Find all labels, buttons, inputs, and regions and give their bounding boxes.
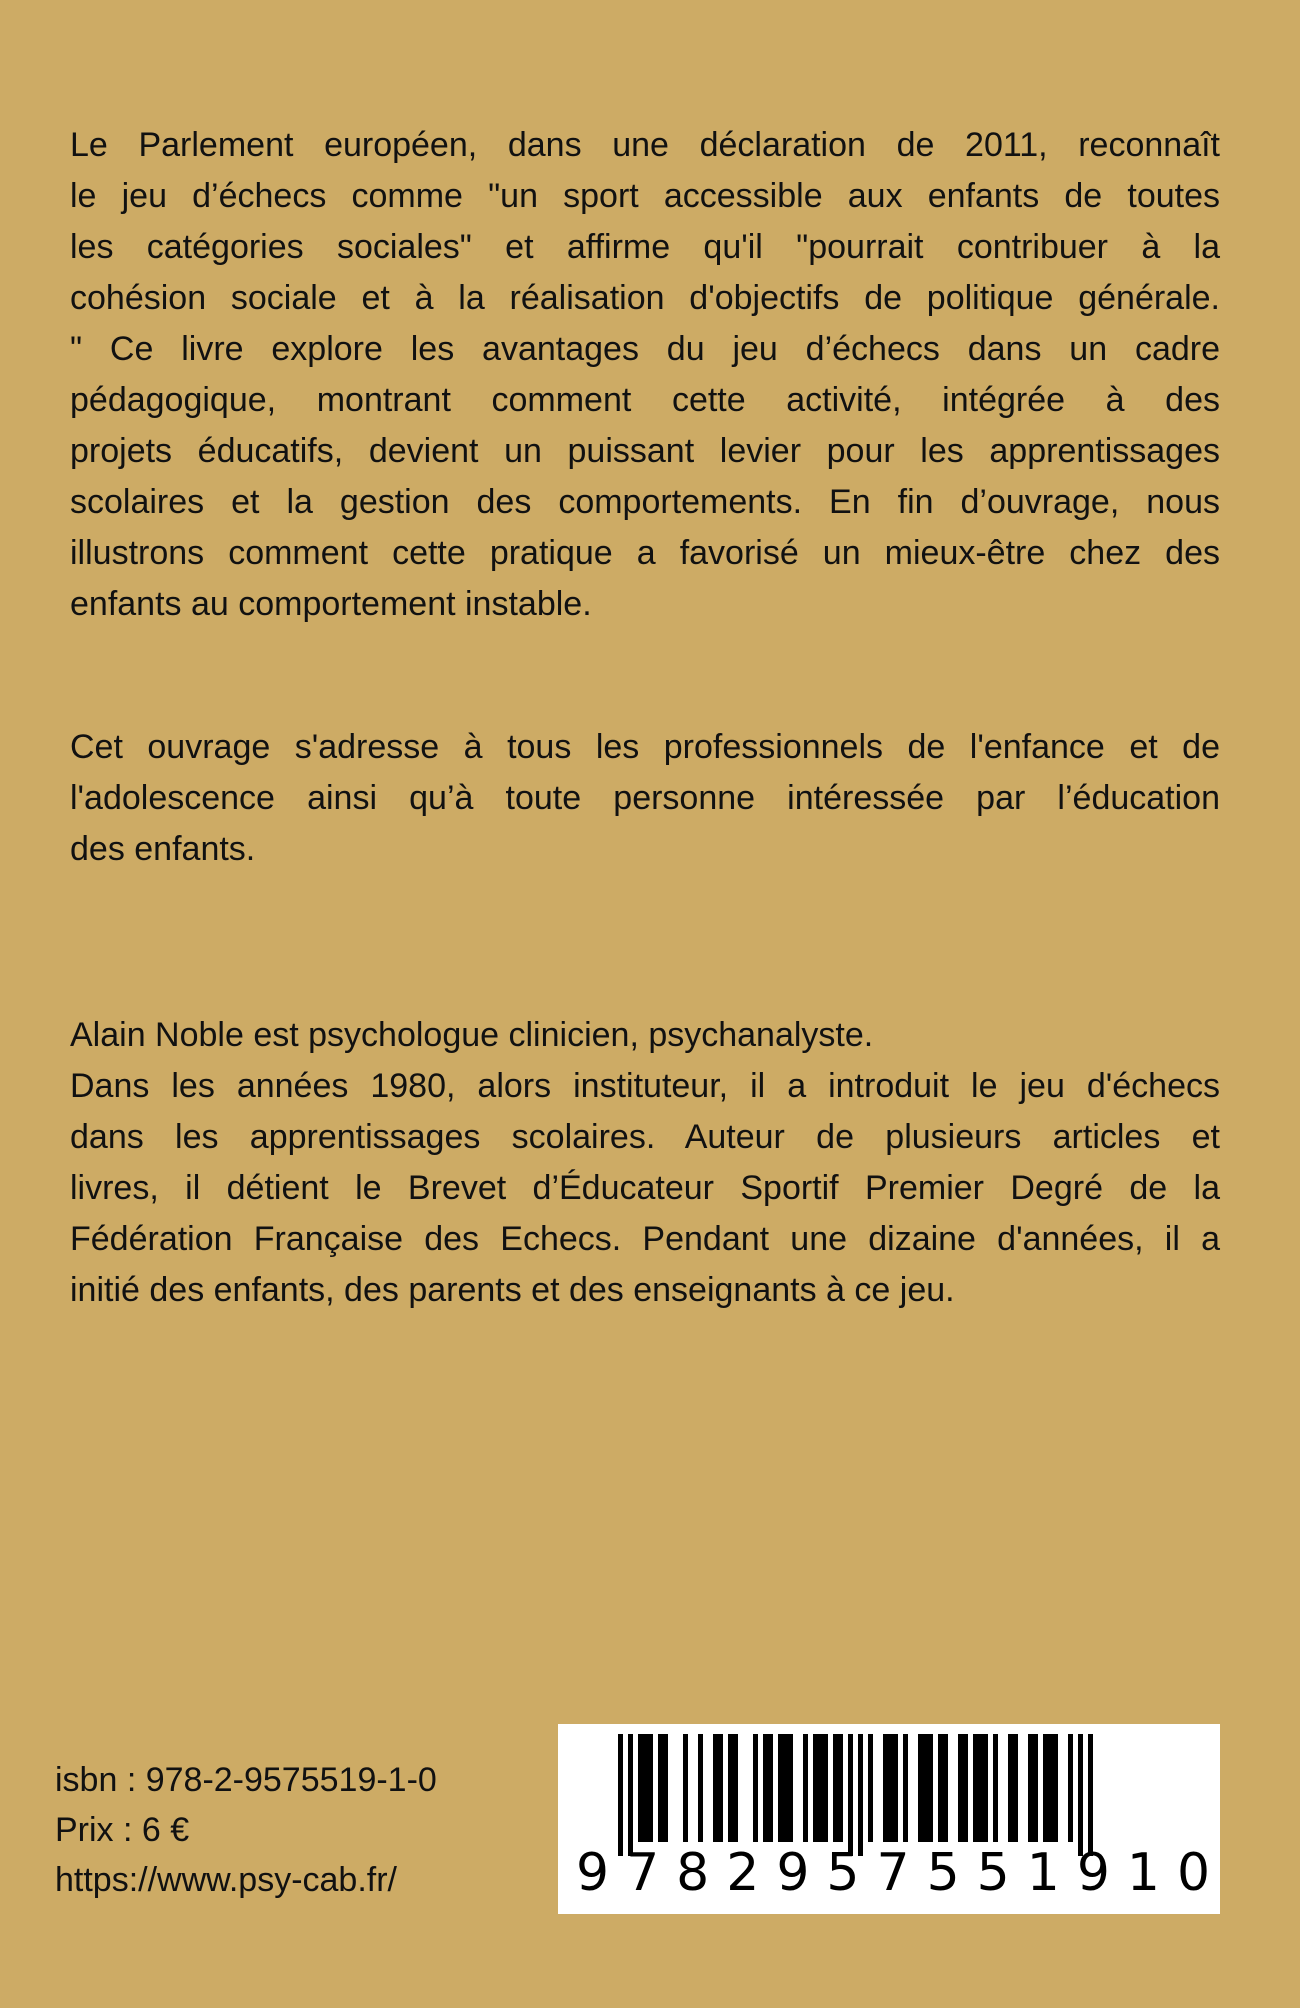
text-line: cohésion sociale et à la réalisation d'objectifs de politique générale. [70, 279, 1220, 317]
barcode-bar [1068, 1734, 1073, 1842]
barcode-bar [728, 1734, 733, 1842]
barcode-bar [718, 1734, 723, 1842]
barcode-bar [1028, 1734, 1033, 1842]
text-line: les catégories sociales" et affirme qu'il "pourrait contribuer à la [70, 228, 1220, 266]
barcode-bar [973, 1734, 978, 1842]
barcode-bar [1048, 1734, 1053, 1842]
barcode-bar [993, 1734, 998, 1842]
isbn-text: isbn : 978-2-9575519-1-0 [55, 1761, 437, 1799]
barcode-bar [788, 1734, 793, 1842]
barcode-bar [833, 1734, 838, 1842]
text-line: des enfants. [70, 830, 256, 868]
text-line: Cet ouvrage s'adresse à tous les professionnels de l'enfance et de [70, 728, 1220, 766]
barcode-bar [1008, 1734, 1013, 1842]
text-line: Le Parlement européen, dans une déclaration de 2011, reconnaît [70, 126, 1220, 164]
barcode-bar [648, 1734, 653, 1842]
text-line: pédagogique, montrant comment cette activité, intégrée à des [70, 381, 1220, 419]
barcode-bar [813, 1734, 818, 1842]
barcode-bar [638, 1734, 643, 1842]
barcode-bar [1043, 1734, 1048, 1842]
barcode-bar [643, 1734, 648, 1842]
barcode-bar [823, 1734, 828, 1842]
barcode-bar [768, 1734, 773, 1842]
barcode-bar [893, 1734, 898, 1842]
barcode-bar [918, 1734, 923, 1842]
barcode-bar [803, 1734, 808, 1842]
barcode-bar [698, 1734, 703, 1842]
barcode-bar [733, 1734, 738, 1842]
text-line: dans les apprentissages scolaires. Auteur de plusieurs articles et [70, 1118, 1220, 1156]
barcode-bar [868, 1734, 873, 1842]
barcode-bar [1013, 1734, 1018, 1842]
barcode-guard-bar [1078, 1734, 1083, 1856]
barcode-bar [838, 1734, 843, 1842]
description-paragraph [70, 120, 1220, 630]
barcode-digits: 9782957551910 [576, 1843, 1228, 1903]
text-line: enfants au comportement instable. [70, 585, 592, 623]
isbn-barcode [558, 1724, 1228, 1914]
text-line: Dans les années 1980, alors instituteur, il a introduit le jeu d'échecs [70, 1067, 1220, 1105]
publication-info [55, 1755, 437, 1905]
author-bio-paragraph [70, 1010, 1220, 1316]
barcode-bar [683, 1734, 688, 1842]
text-line: " Ce livre explore les avantages du jeu d’échecs dans un cadre [70, 330, 1220, 368]
barcode-bar [888, 1734, 893, 1842]
barcode-bar [818, 1734, 823, 1842]
barcode-bar [903, 1734, 908, 1842]
barcode-bar [923, 1734, 928, 1842]
barcode-bar [783, 1734, 788, 1842]
barcode-bar [1053, 1734, 1058, 1842]
barcode-bar [928, 1734, 933, 1842]
barcode-bar [713, 1734, 718, 1842]
text-line: scolaires et la gestion des comportements. En fin d’ouvrage, nous [70, 483, 1220, 521]
audience-paragraph [70, 722, 1220, 875]
barcode-bar [1033, 1734, 1038, 1842]
barcode-bar [883, 1734, 888, 1842]
barcode-bar [943, 1734, 948, 1842]
text-line: le jeu d’échecs comme "un sport accessible aux enfants de toutes [70, 177, 1220, 215]
text-line: illustrons comment cette pratique a favorisé un mieux-être chez des [70, 534, 1220, 572]
barcode-bar [753, 1734, 758, 1842]
text-line: projets éducatifs, devient un puissant levier pour les apprentissages [70, 432, 1220, 470]
barcode-guard-bar [628, 1734, 633, 1856]
barcode-bar [958, 1734, 963, 1842]
text-line: initié des enfants, des parents et des enseignants à ce jeu. [70, 1271, 955, 1309]
barcode-guard-bar [1088, 1734, 1093, 1856]
barcode-bar [938, 1734, 943, 1842]
barcode-bar [658, 1734, 663, 1842]
barcode-guard-bar [848, 1734, 853, 1856]
barcode-bar [663, 1734, 668, 1842]
barcode-bar [978, 1734, 983, 1842]
barcode-bar [983, 1734, 988, 1842]
text-line: livres, il détient le Brevet d’Éducateur Sportif Premier Degré de la [70, 1169, 1220, 1207]
text-line: Alain Noble est psychologue clinicien, psychanalyste. [70, 1016, 874, 1054]
text-line: Fédération Française des Echecs. Pendant une dizaine d'années, il a [70, 1220, 1220, 1258]
text-line: l'adolescence ainsi qu’à toute personne intéressée par l’éducation [70, 779, 1220, 817]
barcode-bar [963, 1734, 968, 1842]
barcode-guard-bar [618, 1734, 623, 1856]
website-url: https://www.psy-cab.fr/ [55, 1861, 397, 1899]
barcode-bar [778, 1734, 783, 1842]
barcode-bar [763, 1734, 768, 1842]
barcode-guard-bar [858, 1734, 863, 1856]
price-text: Prix : 6 € [55, 1811, 190, 1849]
